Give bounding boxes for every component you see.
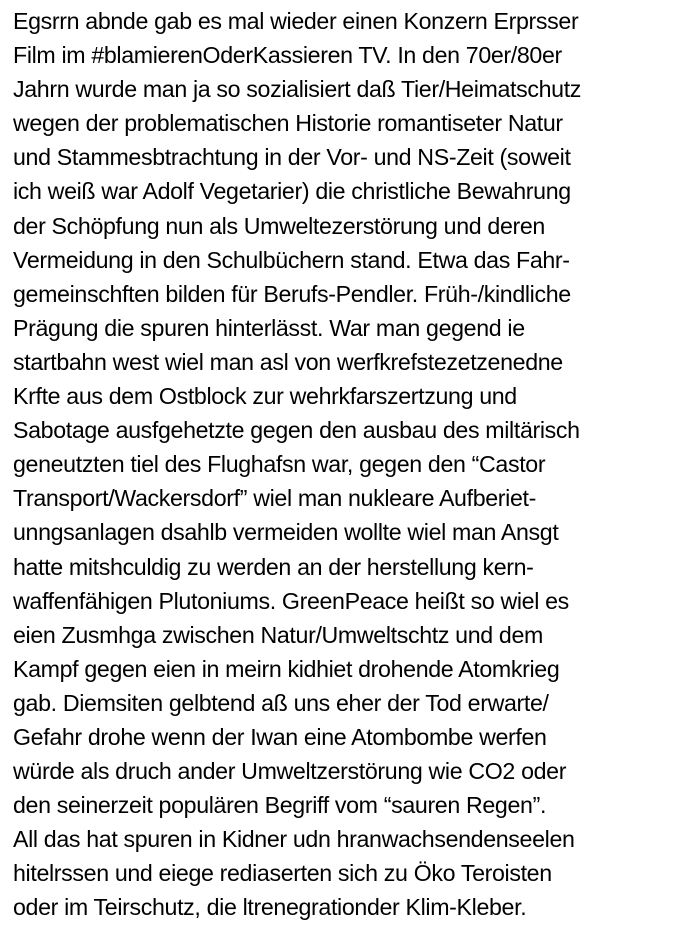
text-line: Kampf gegen eien in meirn kidhiet drohende Atomkrieg: [13, 655, 560, 682]
text-line: waffenfähigen Plutoniums. GreenPeace heißt so wiel es: [13, 587, 569, 614]
text-line: Egsrrn abnde gab es mal wieder einen Konzern Erprsser: [13, 8, 579, 34]
text-line: All das hat spuren in Kidner udn hranwachsendenseelen: [13, 826, 575, 853]
text-line: Film im #blamierenOderKassieren TV. In den 70er/80er: [13, 42, 562, 69]
text-line: wegen der problematischen Historie romantiseter Natur: [13, 110, 563, 137]
body-text: [13, 4, 681, 925]
text-line: Prägung die spuren hinterlässt. War man gegend ie: [13, 314, 525, 341]
text-line: Vermeidung in den Schulbüchern stand. Etwa das Fahr-: [13, 246, 570, 273]
text-line: Krfte aus dem Ostblock zur wehrkfarszertzung und: [13, 383, 517, 410]
text-line: gemeinschften bilden für Berufs-Pendler. Früh-/kindliche: [13, 280, 571, 307]
text-line: hitelrssen und eiege rediaserten sich zu Öko Teroisten: [13, 860, 552, 887]
text-line: geneutzten tiel des Flughafsn war, gegen den “Castor: [13, 451, 546, 478]
text-line: hatte mitshculdig zu werden an der herstellung kern-: [13, 553, 534, 580]
text-line: würde als druch ander Umweltzerstörung wie CO2 oder: [13, 758, 567, 785]
text-line: oder im Teirschutz, die ltrenegrationder Klim-Kleber.: [13, 894, 527, 921]
text-line: gab. Diemsiten gelbtend aß uns eher der Tod erwarte/: [13, 689, 549, 716]
text-line: und Stammesbtrachtung in der Vor- und NS-Zeit (soweit: [13, 144, 571, 171]
text-line: unngsanlagen dsahlb vermeiden wollte wiel man Ansgt: [13, 519, 559, 546]
text-line: ich weiß war Adolf Vegetarier) die christliche Bewahrung: [13, 178, 571, 205]
text-line: den seinerzeit populären Begriff vom “sauren Regen”.: [13, 792, 547, 819]
text-line: Sabotage ausfgehetzte gegen den ausbau des miltärisch: [13, 417, 580, 444]
text-line: Transport/Wackersdorf” wiel man nukleare Aufberiet-: [13, 485, 536, 512]
text-line: Jahrn wurde man ja so sozialisiert daß Tier/Heimatschutz: [13, 76, 582, 103]
text-line: eien Zusmhga zwischen Natur/Umweltschtz und dem: [13, 621, 543, 648]
text-line: der Schöpfung nun als Umweltezerstörung und deren: [13, 212, 545, 239]
text-line: startbahn west wiel man asl von werfkrefstezetzenedne: [13, 348, 563, 375]
text-line: Gefahr drohe wenn der Iwan eine Atombombe werfen: [13, 723, 547, 750]
